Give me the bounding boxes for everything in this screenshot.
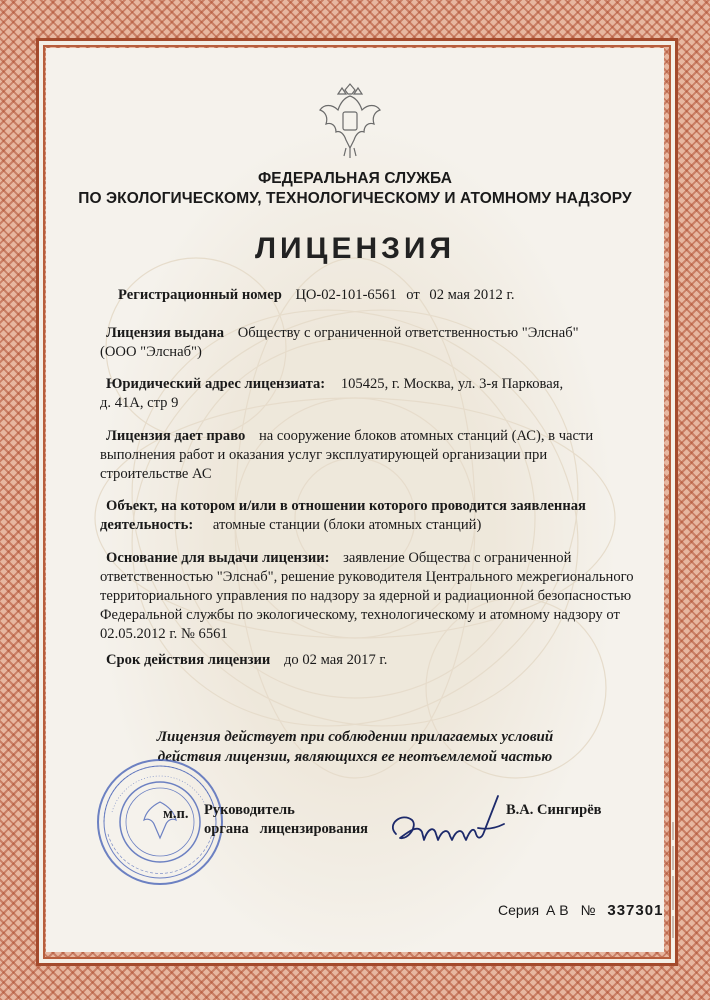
- serial-number: 337301: [607, 902, 664, 919]
- serial-number-row: [498, 902, 663, 919]
- registration-row: [118, 286, 514, 305]
- legal-address-label: Юридический адрес лицензиата:: [106, 376, 326, 392]
- object-label-line2: деятельность:: [100, 517, 194, 533]
- validity-row: [106, 651, 387, 670]
- registration-label: Регистрационный номер: [118, 287, 282, 303]
- signatory-name: В.А. Сингирёв: [506, 802, 602, 818]
- issued-to-label: Лицензия выдана: [106, 325, 225, 341]
- object-label-line1: Объект, на котором и/или в отношении которого проводится заявленная: [106, 498, 586, 514]
- handwritten-signature: [378, 788, 528, 868]
- side-microprint: [668, 820, 678, 940]
- agency-name-line1: ФЕДЕРАЛЬНАЯ СЛУЖБА: [257, 170, 453, 187]
- right-row: [106, 427, 593, 446]
- signatory-role-line2: органа лицензирования: [204, 821, 369, 837]
- right-line3: строительстве АС: [100, 466, 212, 482]
- right-line2: выполнения работ и оказания услуг эксплуатирующей организации при: [100, 447, 548, 463]
- mp-mark: м.п.: [163, 806, 189, 822]
- right-line1: на сооружение блоков атомных станций (АС), в части: [258, 428, 594, 444]
- right-label: Лицензия дает право: [106, 428, 246, 444]
- conditions-line2: действия лицензии, являющихся ее неотъемлемой частью: [157, 749, 553, 765]
- basis-line2: ответственностью "Элснаб", решение руководителя Центрального межрегионального: [100, 569, 634, 585]
- object-row: [100, 516, 481, 535]
- registration-number: ЦО-02-101-6561: [295, 287, 397, 303]
- validity-value: до 02 мая 2017 г.: [284, 652, 388, 668]
- agency-name-line2: ПО ЭКОЛОГИЧЕСКОМУ, ТЕХНОЛОГИЧЕСКОМУ И АТОМНОМУ НАДЗОРУ: [78, 190, 632, 207]
- coat-of-arms-emblem: [316, 82, 384, 162]
- basis-line3: территориального управления по надзору за ядерной и радиационной безопасностью: [100, 588, 632, 604]
- validity-label: Срок действия лицензии: [106, 652, 271, 668]
- serial-number-sign: №: [580, 902, 596, 918]
- basis-line5: 02.05.2012 г. № 6561: [100, 626, 228, 642]
- legal-address-row: [106, 375, 563, 394]
- issued-to-line1: Обществу с ограниченной ответственностью "Элснаб": [237, 325, 579, 341]
- registration-from: от: [406, 287, 420, 303]
- registration-date: 02 мая 2012 г.: [429, 287, 515, 303]
- document-title: ЛИЦЕНЗИЯ: [254, 232, 456, 265]
- issued-to-line2: (ООО "Элснаб"): [100, 344, 202, 360]
- basis-line1: заявление Общества с ограниченной: [343, 550, 572, 566]
- object-value: атомные станции (блоки атомных станций): [212, 517, 482, 533]
- conditions-line1: Лицензия действует при соблюдении прилагаемых условий: [156, 729, 554, 745]
- issued-to-row: [106, 324, 579, 343]
- legal-address-line1: 105425, г. Москва, ул. 3-я Парковая,: [340, 376, 564, 392]
- basis-row: [106, 549, 571, 568]
- serial-series: А В: [545, 902, 569, 918]
- basis-label: Основание для выдачи лицензии:: [106, 550, 330, 566]
- basis-line4: Федеральной службы по экологическому, технологическому и атомному надзору от: [100, 607, 620, 623]
- serial-prefix: Серия: [498, 902, 540, 918]
- signatory-role-line1: Руководитель: [204, 802, 295, 818]
- legal-address-line2: д. 41А, стр 9: [100, 395, 179, 411]
